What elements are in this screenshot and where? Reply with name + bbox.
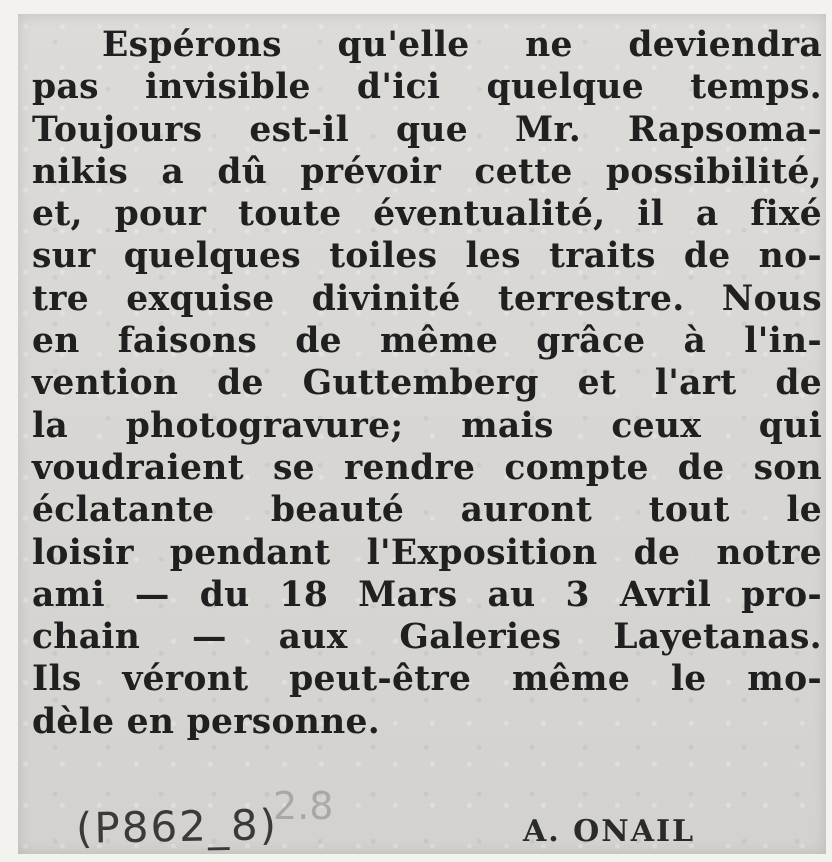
handwritten-reference: (P862_8) <box>75 800 279 853</box>
article-line: loisir pendant l'Exposition de notre <box>32 532 822 573</box>
article-line: en faisons de même grâce à l'in- <box>32 321 822 362</box>
article-line: et, pour toute éventualité, il a fixé <box>32 194 822 235</box>
article-line: vention de Guttemberg et l'art de <box>32 363 822 404</box>
article-line: chain — aux Galeries Layetanas. <box>32 617 822 658</box>
article-line: sur quelques toiles les traits de no- <box>32 236 822 277</box>
article-line: ami — du 18 Mars au 3 Avril pro- <box>32 574 822 615</box>
article-text <box>32 24 822 743</box>
article-line: Espérons qu'elle ne deviendra <box>102 25 822 65</box>
article-line: dèle en personne. <box>32 701 381 742</box>
article-line: nikis a dû prévoir cette possibilité, <box>32 151 822 192</box>
article-line: la photogravure; mais ceux qui <box>32 405 822 446</box>
article-line: voudraient se rendre compte de son <box>32 447 822 488</box>
article-line: tre exquise divinité terrestre. Nous <box>32 278 822 319</box>
pencil-annotation: 2.8 <box>273 784 334 828</box>
article-line: pas invisible d'ici quelque temps. <box>32 67 822 108</box>
newspaper-clipping <box>18 14 826 854</box>
article-line: Toujours est-il que Mr. Rapsoma- <box>32 109 822 150</box>
article-line: Ils véront peut-être même le mo- <box>32 659 822 700</box>
article-line: éclatante beauté auront tout le <box>32 490 822 531</box>
author-signature: A. ONAIL <box>523 814 696 849</box>
